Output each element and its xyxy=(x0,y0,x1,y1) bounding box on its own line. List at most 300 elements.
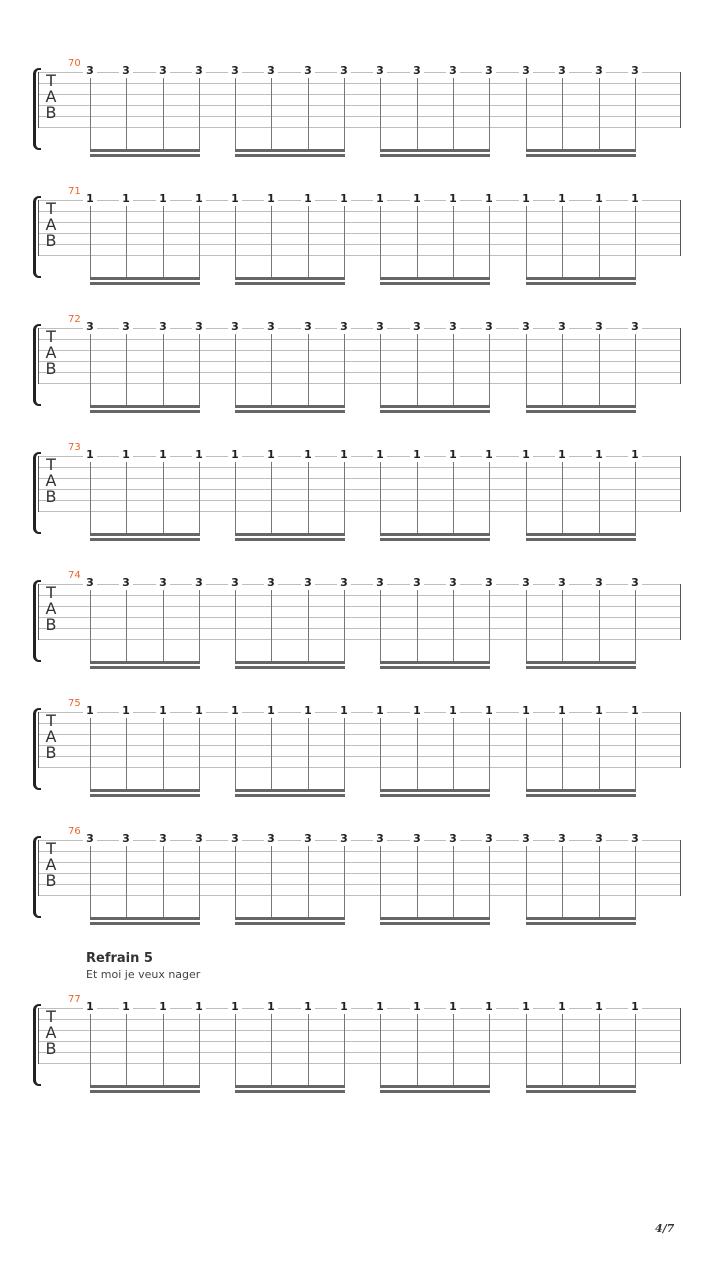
note-stem xyxy=(163,590,164,662)
sixteenth-beam xyxy=(380,154,490,157)
fret-number: 3 xyxy=(301,321,315,333)
sixteenth-beam xyxy=(90,538,200,541)
note-stem xyxy=(489,846,490,918)
fret-number: 3 xyxy=(410,65,424,77)
fret-number: 1 xyxy=(592,449,606,461)
sixteenth-beam xyxy=(380,533,490,536)
fret-number: 3 xyxy=(592,321,606,333)
fret-number: 3 xyxy=(264,65,278,77)
note-stem xyxy=(453,1014,454,1086)
note-stem xyxy=(90,846,91,918)
sixteenth-beam xyxy=(235,917,345,920)
fret-number: 3 xyxy=(592,577,606,589)
fret-number: 1 xyxy=(373,705,387,717)
tab-clef-letter: T xyxy=(46,71,56,90)
barline xyxy=(38,712,39,768)
staff-line xyxy=(38,1041,681,1042)
fret-number: 1 xyxy=(373,1001,387,1013)
note-stem xyxy=(235,590,236,662)
note-stem xyxy=(163,846,164,918)
fret-number: 1 xyxy=(228,1001,242,1013)
staff-line xyxy=(38,639,681,640)
staff-line xyxy=(38,478,681,479)
tab-system xyxy=(0,442,720,552)
fret-number: 3 xyxy=(301,577,315,589)
note-stem xyxy=(599,1014,600,1086)
tab-staff xyxy=(38,64,681,128)
sixteenth-beam xyxy=(235,661,345,664)
tab-clef xyxy=(43,73,59,121)
sixteenth-beam xyxy=(526,277,636,280)
fret-number: 3 xyxy=(555,65,569,77)
tab-clef-letter: T xyxy=(46,199,56,218)
sixteenth-beam xyxy=(235,1085,345,1088)
fret-number: 1 xyxy=(156,705,170,717)
note-stem xyxy=(308,1014,309,1086)
tab-clef-letter: B xyxy=(45,103,57,122)
staff-line xyxy=(38,745,681,746)
staff-line xyxy=(38,712,681,713)
fret-number: 1 xyxy=(192,193,206,205)
staff-line xyxy=(38,105,681,106)
sixteenth-beam xyxy=(90,1090,200,1093)
fret-number: 3 xyxy=(301,65,315,77)
fret-number: 3 xyxy=(228,321,242,333)
sixteenth-beam xyxy=(380,405,490,408)
note-stem xyxy=(126,462,127,534)
note-stem xyxy=(126,206,127,278)
fret-number: 1 xyxy=(301,705,315,717)
note-stem xyxy=(344,1014,345,1086)
note-stem xyxy=(126,78,127,150)
note-stem xyxy=(126,590,127,662)
tab-system xyxy=(0,994,720,1104)
tab-clef xyxy=(43,201,59,249)
note-stem xyxy=(308,590,309,662)
staff-line xyxy=(38,255,681,256)
staff-line xyxy=(38,1008,681,1009)
tab-clef-letter: B xyxy=(45,1039,57,1058)
note-stem xyxy=(308,334,309,406)
fret-number: 3 xyxy=(337,833,351,845)
note-stem xyxy=(489,462,490,534)
note-stem xyxy=(344,718,345,790)
note-stem xyxy=(562,334,563,406)
fret-number: 1 xyxy=(337,449,351,461)
fret-number: 3 xyxy=(264,577,278,589)
sixteenth-beam xyxy=(235,1090,345,1093)
note-stem xyxy=(380,718,381,790)
sixteenth-beam xyxy=(380,794,490,797)
fret-number: 1 xyxy=(192,1001,206,1013)
note-stem xyxy=(635,462,636,534)
sixteenth-beam xyxy=(380,1090,490,1093)
fret-number: 3 xyxy=(119,321,133,333)
fret-number: 3 xyxy=(446,577,460,589)
fret-number: 3 xyxy=(156,833,170,845)
fret-number: 1 xyxy=(446,449,460,461)
note-stem xyxy=(526,462,527,534)
fret-number: 3 xyxy=(410,833,424,845)
note-stem xyxy=(562,718,563,790)
fret-number: 3 xyxy=(519,577,533,589)
barline xyxy=(38,840,39,896)
note-stem xyxy=(562,78,563,150)
sixteenth-beam xyxy=(526,661,636,664)
staff-line xyxy=(38,851,681,852)
tab-clef-letter: A xyxy=(45,471,57,490)
fret-number: 3 xyxy=(628,65,642,77)
note-stem xyxy=(599,206,600,278)
note-stem xyxy=(271,718,272,790)
fret-number: 1 xyxy=(446,705,460,717)
staff-line xyxy=(38,211,681,212)
staff-line xyxy=(38,873,681,874)
note-stem xyxy=(635,590,636,662)
fret-number: 3 xyxy=(373,321,387,333)
note-stem xyxy=(380,1014,381,1086)
note-stem xyxy=(199,78,200,150)
fret-number: 1 xyxy=(119,1001,133,1013)
note-stem xyxy=(90,206,91,278)
note-stem xyxy=(453,590,454,662)
note-stem xyxy=(599,334,600,406)
measure-number: 75 xyxy=(68,698,81,709)
staff-line xyxy=(38,222,681,223)
section-lyric: Et moi je veux nager xyxy=(86,968,201,981)
sixteenth-beam xyxy=(90,922,200,925)
fret-number: 3 xyxy=(373,577,387,589)
fret-number: 1 xyxy=(482,705,496,717)
measure-number: 73 xyxy=(68,442,81,453)
fret-number: 3 xyxy=(555,321,569,333)
note-stem xyxy=(635,1014,636,1086)
fret-number: 3 xyxy=(482,577,496,589)
sixteenth-beam xyxy=(90,405,200,408)
fret-number: 1 xyxy=(555,705,569,717)
note-stem xyxy=(90,718,91,790)
note-stem xyxy=(599,78,600,150)
sixteenth-beam xyxy=(526,1085,636,1088)
fret-number: 3 xyxy=(228,577,242,589)
fret-number: 3 xyxy=(156,577,170,589)
fret-number: 1 xyxy=(301,193,315,205)
staff-line xyxy=(38,372,681,373)
note-stem xyxy=(344,590,345,662)
tab-clef xyxy=(43,1009,59,1057)
sixteenth-beam xyxy=(380,661,490,664)
note-stem xyxy=(126,846,127,918)
note-stem xyxy=(526,590,527,662)
note-stem xyxy=(526,718,527,790)
note-stem xyxy=(199,206,200,278)
barline xyxy=(680,584,681,640)
sixteenth-beam xyxy=(526,1090,636,1093)
measure-number: 71 xyxy=(68,186,81,197)
staff-line xyxy=(38,94,681,95)
sixteenth-beam xyxy=(235,922,345,925)
note-stem xyxy=(380,334,381,406)
note-stem xyxy=(417,846,418,918)
note-stem xyxy=(308,718,309,790)
staff-line xyxy=(38,72,681,73)
note-stem xyxy=(199,718,200,790)
sixteenth-beam xyxy=(526,538,636,541)
sixteenth-beam xyxy=(235,794,345,797)
staff-line xyxy=(38,862,681,863)
tab-system xyxy=(0,826,720,936)
sixteenth-beam xyxy=(90,666,200,669)
note-stem xyxy=(271,590,272,662)
fret-number: 1 xyxy=(264,705,278,717)
note-stem xyxy=(453,718,454,790)
measure-number: 76 xyxy=(68,826,81,837)
staff-line xyxy=(38,200,681,201)
tab-clef-letter: A xyxy=(45,855,57,874)
fret-number: 1 xyxy=(628,1001,642,1013)
fret-number: 1 xyxy=(83,1001,97,1013)
fret-number: 1 xyxy=(519,449,533,461)
note-stem xyxy=(199,846,200,918)
note-stem xyxy=(235,1014,236,1086)
staff-line xyxy=(38,584,681,585)
note-stem xyxy=(308,462,309,534)
staff-line xyxy=(38,595,681,596)
sixteenth-beam xyxy=(526,917,636,920)
sixteenth-beam xyxy=(235,538,345,541)
sixteenth-beam xyxy=(380,922,490,925)
fret-number: 1 xyxy=(373,449,387,461)
note-stem xyxy=(417,206,418,278)
note-stem xyxy=(90,590,91,662)
barline xyxy=(38,584,39,640)
staff-line xyxy=(38,511,681,512)
fret-number: 3 xyxy=(156,65,170,77)
staff-line xyxy=(38,756,681,757)
fret-number: 1 xyxy=(628,705,642,717)
staff-line xyxy=(38,884,681,885)
page-number: 4/7 xyxy=(655,1222,675,1235)
note-stem xyxy=(489,206,490,278)
fret-number: 3 xyxy=(119,65,133,77)
note-stem xyxy=(271,1014,272,1086)
note-stem xyxy=(235,78,236,150)
tab-clef-letter: T xyxy=(46,455,56,474)
staff-line xyxy=(38,467,681,468)
barline xyxy=(38,1008,39,1064)
fret-number: 3 xyxy=(482,321,496,333)
note-stem xyxy=(235,718,236,790)
note-stem xyxy=(344,846,345,918)
tab-clef-letter: A xyxy=(45,1023,57,1042)
note-stem xyxy=(126,718,127,790)
sixteenth-beam xyxy=(380,1085,490,1088)
sixteenth-beam xyxy=(380,789,490,792)
staff-line xyxy=(38,83,681,84)
sixteenth-beam xyxy=(235,789,345,792)
fret-number: 1 xyxy=(592,193,606,205)
note-stem xyxy=(163,1014,164,1086)
note-stem xyxy=(453,206,454,278)
tab-staff xyxy=(38,704,681,768)
note-stem xyxy=(163,462,164,534)
tab-clef xyxy=(43,329,59,377)
sixteenth-beam xyxy=(90,277,200,280)
staff-line xyxy=(38,127,681,128)
note-stem xyxy=(417,334,418,406)
fret-number: 3 xyxy=(119,577,133,589)
sixteenth-beam xyxy=(526,410,636,413)
fret-number: 3 xyxy=(192,321,206,333)
note-stem xyxy=(453,846,454,918)
note-stem xyxy=(453,78,454,150)
note-stem xyxy=(489,718,490,790)
fret-number: 3 xyxy=(410,577,424,589)
sixteenth-beam xyxy=(380,149,490,152)
sixteenth-beam xyxy=(90,917,200,920)
note-stem xyxy=(163,78,164,150)
tab-clef-letter: B xyxy=(45,359,57,378)
sixteenth-beam xyxy=(235,149,345,152)
tab-clef-letter: B xyxy=(45,743,57,762)
barline xyxy=(680,328,681,384)
staff-line xyxy=(38,617,681,618)
sixteenth-beam xyxy=(235,282,345,285)
sixteenth-beam xyxy=(380,917,490,920)
fret-number: 3 xyxy=(592,65,606,77)
tab-clef xyxy=(43,841,59,889)
staff-line xyxy=(38,734,681,735)
fret-number: 3 xyxy=(482,833,496,845)
barline xyxy=(680,456,681,512)
barline xyxy=(38,456,39,512)
note-stem xyxy=(235,462,236,534)
sixteenth-beam xyxy=(526,922,636,925)
note-stem xyxy=(453,462,454,534)
sixteenth-beam xyxy=(90,789,200,792)
staff-line xyxy=(38,606,681,607)
fret-number: 1 xyxy=(592,705,606,717)
sixteenth-beam xyxy=(526,282,636,285)
fret-number: 1 xyxy=(555,449,569,461)
note-stem xyxy=(562,846,563,918)
note-stem xyxy=(90,78,91,150)
note-stem xyxy=(417,590,418,662)
fret-number: 1 xyxy=(156,1001,170,1013)
note-stem xyxy=(417,1014,418,1086)
tab-system xyxy=(0,186,720,296)
tab-staff xyxy=(38,448,681,512)
note-stem xyxy=(526,1014,527,1086)
sixteenth-beam xyxy=(526,405,636,408)
sixteenth-beam xyxy=(235,277,345,280)
note-stem xyxy=(271,846,272,918)
note-stem xyxy=(90,1014,91,1086)
staff-line xyxy=(38,895,681,896)
tab-staff xyxy=(38,832,681,896)
sixteenth-beam xyxy=(235,154,345,157)
sixteenth-beam xyxy=(235,405,345,408)
tab-clef-letter: T xyxy=(46,839,56,858)
fret-number: 1 xyxy=(264,449,278,461)
tab-clef-letter: A xyxy=(45,215,57,234)
sixteenth-beam xyxy=(90,154,200,157)
fret-number: 3 xyxy=(373,833,387,845)
fret-number: 3 xyxy=(592,833,606,845)
note-stem xyxy=(599,462,600,534)
note-stem xyxy=(526,78,527,150)
staff-line xyxy=(38,1063,681,1064)
fret-number: 1 xyxy=(446,1001,460,1013)
note-stem xyxy=(308,206,309,278)
tab-staff xyxy=(38,576,681,640)
section-title: Refrain 5 xyxy=(86,951,153,966)
sixteenth-beam xyxy=(235,410,345,413)
fret-number: 1 xyxy=(519,193,533,205)
sixteenth-beam xyxy=(90,533,200,536)
note-stem xyxy=(562,590,563,662)
tab-clef-letter: T xyxy=(46,711,56,730)
fret-number: 1 xyxy=(519,1001,533,1013)
fret-number: 3 xyxy=(156,321,170,333)
sixteenth-beam xyxy=(235,666,345,669)
note-stem xyxy=(235,206,236,278)
sixteenth-beam xyxy=(90,149,200,152)
note-stem xyxy=(562,206,563,278)
note-stem xyxy=(599,718,600,790)
fret-number: 3 xyxy=(410,321,424,333)
note-stem xyxy=(380,590,381,662)
sixteenth-beam xyxy=(526,533,636,536)
staff-line xyxy=(38,339,681,340)
fret-number: 3 xyxy=(264,321,278,333)
fret-number: 1 xyxy=(519,705,533,717)
note-stem xyxy=(599,590,600,662)
tab-staff xyxy=(38,192,681,256)
staff-line xyxy=(38,628,681,629)
tab-clef-letter: T xyxy=(46,327,56,346)
fret-number: 1 xyxy=(592,1001,606,1013)
tab-clef xyxy=(43,713,59,761)
fret-number: 3 xyxy=(446,321,460,333)
fret-number: 1 xyxy=(83,705,97,717)
note-stem xyxy=(635,718,636,790)
barline xyxy=(680,712,681,768)
fret-number: 3 xyxy=(555,833,569,845)
tab-system xyxy=(0,698,720,808)
barline xyxy=(38,200,39,256)
fret-number: 1 xyxy=(119,193,133,205)
fret-number: 1 xyxy=(482,193,496,205)
fret-number: 3 xyxy=(192,65,206,77)
fret-number: 1 xyxy=(446,193,460,205)
fret-number: 1 xyxy=(373,193,387,205)
fret-number: 3 xyxy=(228,65,242,77)
note-stem xyxy=(380,206,381,278)
note-stem xyxy=(163,718,164,790)
fret-number: 3 xyxy=(83,321,97,333)
note-stem xyxy=(417,718,418,790)
staff-line xyxy=(38,456,681,457)
staff-line xyxy=(38,1019,681,1020)
staff-line xyxy=(38,767,681,768)
fret-number: 1 xyxy=(301,1001,315,1013)
note-stem xyxy=(380,846,381,918)
fret-number: 3 xyxy=(228,833,242,845)
tab-clef-letter: B xyxy=(45,615,57,634)
tab-clef-letter: T xyxy=(46,583,56,602)
note-stem xyxy=(453,334,454,406)
